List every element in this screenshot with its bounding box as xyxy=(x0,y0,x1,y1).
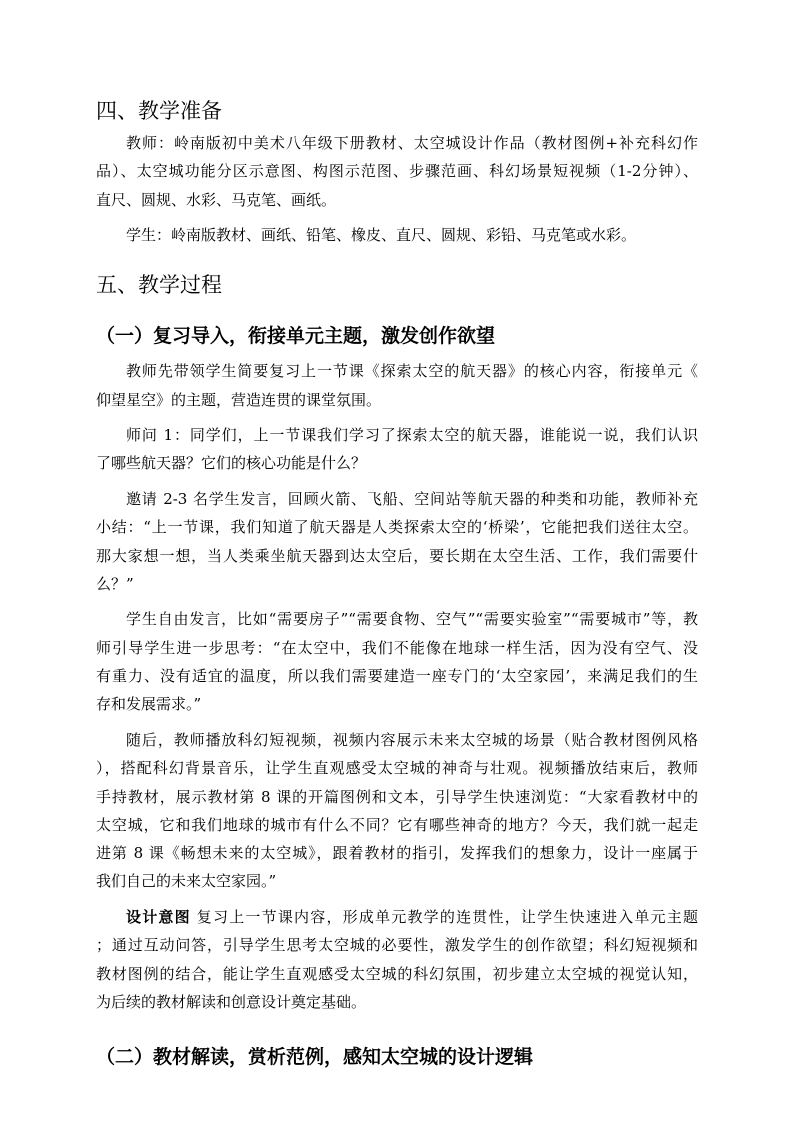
teacher-materials-line-3: 直尺、圆规、水彩、马克笔、画纸。 xyxy=(96,191,337,209)
design-intent-text: 复习上一节课内容，形成单元教学的连贯性，让学生快速进入单元主题 xyxy=(190,908,698,926)
para4-line-2: 师引导学生进一步思考：“在太空中，我们不能像在地球一样生活，因为没有空气、没 xyxy=(96,639,698,657)
para1-line-1: 教师先带领学生简要复习上一节课《探索太空的航天器》的核心内容，衔接单元《 xyxy=(126,362,698,380)
subsection-1-heading: （一）复习导入，衔接单元主题，激发创作欲望 xyxy=(96,325,496,347)
para2-line-1: 师问 1：同学们，上一节课我们学习了探索太空的航天器，谁能说一说，我们认识 xyxy=(126,426,698,444)
design-intent-line-4: 为后续的教材解读和创意设计奠定基础。 xyxy=(96,993,367,1011)
design-intent-line-1 xyxy=(96,907,698,927)
para5-line-1: 随后，教师播放科幻短视频，视频内容展示未来太空城的场景（贴合教材图例风格 xyxy=(126,731,698,749)
para3-line-2: 小结：“上一节课，我们知道了航天器是人类探索太空的‘桥梁’，它能把我们送往太空。 xyxy=(96,518,698,536)
para4-line-3: 有重力、没有适宜的温度，所以我们需要建造一座专门的‘太空家园’，来满足我们的生 xyxy=(96,667,698,685)
para3-line-3: 那大家想一想，当人类乘坐航天器到达太空后，要长期在太空生活、工作，我们需要什 xyxy=(96,547,698,565)
para4-line-1: 学生自由发言，比如“需要房子”“需要食物、空气”“需要实验室”“需要城市”等，教 xyxy=(126,610,698,628)
design-intent-line-2: ；通过互动问答，引导学生思考太空城的必要性，激发学生的创作欲望；科幻短视频和 xyxy=(96,936,698,954)
design-intent-label: 设计意图 xyxy=(126,908,191,926)
section-4-heading: 四、教学准备 xyxy=(96,99,222,123)
para3-line-4: 么？” xyxy=(96,575,134,593)
subsection-2-heading: （二）教材解读，赏析范例，感知太空城的设计逻辑 xyxy=(96,1046,534,1068)
para3-line-1: 邀请 2-3 名学生发言，回顾火箭、飞船、空间站等航天器的种类和功能，教师补充 xyxy=(126,490,698,508)
para5-line-2: ），搭配科幻背景音乐，让学生直观感受太空城的神奇与壮观。视频播放结束后，教师 xyxy=(96,759,698,777)
para5-line-3: 手持教材，展示教材第 8 课的开篇图例和文本，引导学生快速浏览：“大家看教材中的 xyxy=(96,788,698,806)
para2-line-2: 了哪些航天器？它们的核心功能是什么？ xyxy=(96,454,367,472)
student-materials-line: 学生：岭南版教材、画纸、铅笔、橡皮、直尺、圆规、彩铅、马克笔或水彩。 xyxy=(126,226,637,244)
teacher-materials-line-2: 品）、太空城功能分区示意图、构图示范图、步骤范画、科幻场景短视频（1-2分钟）、 xyxy=(96,162,698,180)
para5-line-6: 我们自己的未来太空家园。” xyxy=(96,872,277,890)
teacher-materials-line-1: 教师：岭南版初中美术八年级下册教材、太空城设计作品（教材图例+补充科幻作 xyxy=(126,134,698,152)
para4-line-4: 存和发展需求。” xyxy=(96,695,202,713)
section-5-heading: 五、教学过程 xyxy=(96,273,222,297)
para5-line-4: 太空城，它和我们地球的城市有什么不同？它有哪些神奇的地方？今天，我们就一起走 xyxy=(96,816,698,834)
design-intent-line-3: 教材图例的结合，能让学生直观感受太空城的科幻氛围，初步建立太空城的视觉认知， xyxy=(96,965,698,983)
para5-line-5: 进第 8 课《畅想未来的太空城》，跟着教材的指引，发挥我们的想象力，设计一座属于 xyxy=(96,844,698,862)
para1-line-2: 仰望星空》的主题，营造连贯的课堂氛围。 xyxy=(96,391,382,409)
